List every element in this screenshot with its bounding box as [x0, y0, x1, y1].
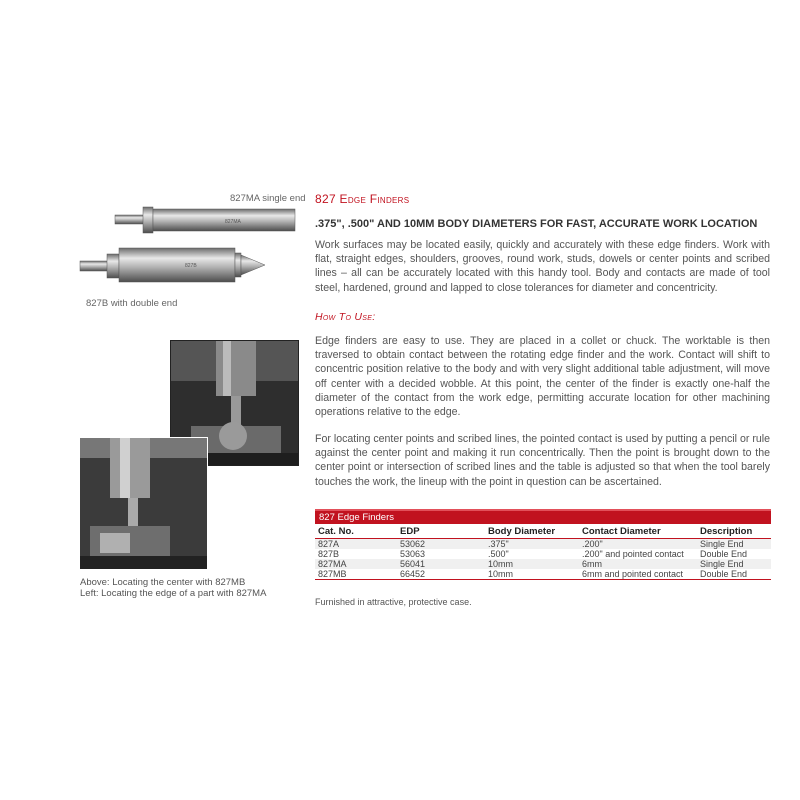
specs-table-caption: 827 Edge Finders [315, 509, 771, 524]
table-cell: 6mm [579, 559, 697, 569]
product-title: 827 Edge Finders [315, 192, 410, 206]
column-header-description: Description [697, 524, 771, 539]
edge-finder-827ma-image [115, 207, 295, 233]
table-cell: 10mm [485, 569, 579, 580]
photo-caption-left: Left: Locating the edge of a part with 827MA [80, 588, 267, 599]
how-to-use-heading: How To Use: [315, 311, 376, 323]
table-footnote: Furnished in attractive, protective case. [315, 597, 472, 607]
table-cell: .200" and pointed contact [582, 549, 684, 559]
table-row [315, 559, 771, 569]
photo-caption-above: Above: Locating the center with 827MB [80, 577, 246, 588]
table-cell: 66452 [397, 569, 485, 580]
tool-label-827b: 827B [185, 263, 197, 269]
table-cell: Single End [697, 539, 771, 550]
how-to-use-paragraph-1: Edge finders are easy to use. They are placed in a collet or chuck. The worktable is then traversed to obtain contact between the rotating edge finder and the work. Contact will shift to concentric position relative to the body and with very slight additional table adjustment, will move off center with a decided wobble. At this point, the center of the finder is exactly one-half the diameter of the contact from the work edge, permitting accurate location for other machining operations relative to the edge. [315, 335, 770, 419]
caption-827b-double-end: 827B with double end [86, 298, 178, 309]
table-row [315, 549, 771, 559]
edge-finder-827b-image [80, 248, 265, 282]
table-cell: .500" [488, 549, 509, 559]
table-cell: 53062 [397, 539, 485, 550]
column-header-body-diameter: Body Diameter [485, 524, 579, 539]
table-cell: 827MB [315, 569, 397, 580]
column-header-edp: EDP [397, 524, 485, 539]
product-subtitle: .375", .500" AND 10MM BODY DIAMETERS FOR FAST, ACCURATE WORK LOCATION [315, 218, 758, 230]
column-header-cat-no: Cat. No. [315, 524, 397, 539]
table-cell: Double End [697, 569, 771, 580]
photo-locating-edge [79, 437, 208, 570]
how-to-use-paragraph-2: For locating center points and scribed lines, the pointed contact is used by putting a pencil or rule against the center point and making it run concentrically. Then the point is brought down to the center point or intersection of scribed lines and the table is adjusted so that when the tool barely touches the work, the lineup with the point in question can be ascertained. [315, 433, 770, 488]
table-row [315, 569, 771, 580]
edge-finder-illustration [75, 195, 305, 295]
photo-caption [80, 577, 266, 599]
table-cell: Double End [700, 549, 748, 559]
specs-table [315, 509, 771, 580]
table-cell: 6mm and pointed contact [579, 569, 697, 580]
caption-827ma-single-end: 827MA single end [230, 193, 306, 204]
tool-label-827ma: 827MA [225, 219, 241, 225]
table-row [315, 539, 771, 550]
table-cell: 53063 [400, 549, 426, 559]
table-cell: 827MA [315, 559, 397, 569]
table-cell: 827A [315, 539, 397, 550]
column-header-contact-diameter: Contact Diameter [579, 524, 697, 539]
table-cell: 56041 [397, 559, 485, 569]
table-cell: 827B [318, 549, 340, 559]
table-cell: 10mm [485, 559, 579, 569]
table-cell: .375" [485, 539, 579, 550]
table-cell: .200" [579, 539, 697, 550]
table-cell: Single End [697, 559, 771, 569]
intro-paragraph: Work surfaces may be located easily, quickly and accurately with these edge finders. Work with flat, straight edges, shoulders, grooves, round work, studs, dowels or center points and scribed lines – all can be accurately located with this handy tool. Body and contacts are made of tool steel, hardened, ground and lapped to close tolerances for diameter and concentricity. [315, 239, 770, 294]
specs-table-header-row [315, 524, 771, 539]
